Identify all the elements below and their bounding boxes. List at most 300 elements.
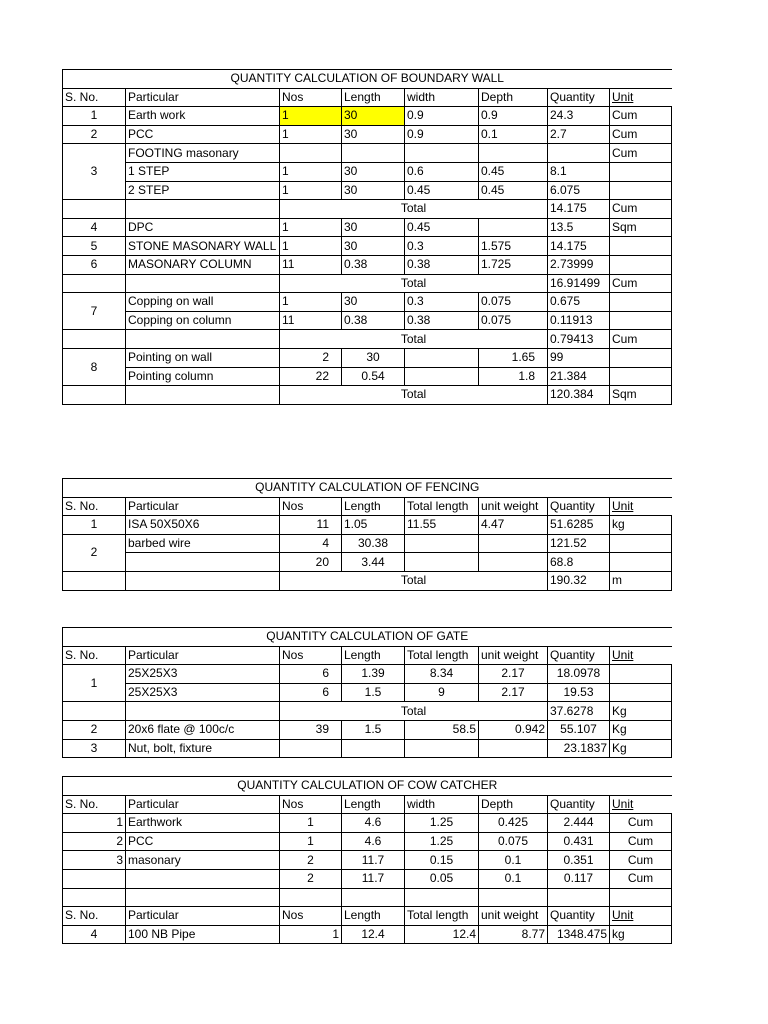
- cell-width: 1.25: [405, 832, 479, 851]
- table-row: [63, 516, 672, 535]
- table-row: [63, 367, 672, 386]
- cell-nos: 11: [280, 255, 342, 274]
- table-row: [63, 181, 672, 200]
- cell-particular: Pointing column: [126, 367, 280, 386]
- cell-width: 1.25: [405, 814, 479, 833]
- cell-length: 4.6: [342, 814, 405, 833]
- cell-unit: [610, 237, 672, 256]
- table-row: [63, 144, 672, 163]
- cell-depth: 0.1: [479, 851, 548, 870]
- cell-length: [342, 144, 405, 163]
- cell-depth: 0.45: [479, 181, 548, 200]
- cell-quantity: 2.444: [548, 814, 610, 833]
- cell-quantity: 23.1837: [548, 739, 610, 758]
- cell-unit: [610, 181, 672, 200]
- table-row: [63, 553, 672, 572]
- cell-width: 0.05: [405, 869, 479, 888]
- cell-quantity: 14.175: [548, 200, 610, 219]
- cell-width: 0.38: [405, 255, 479, 274]
- cell-nos: 1: [280, 814, 342, 833]
- cell-quantity: 55.107: [548, 720, 610, 739]
- cell-particular: 2 STEP: [126, 181, 280, 200]
- cell-width: 0.6: [405, 162, 479, 181]
- cell-depth: 1.65: [479, 348, 548, 367]
- total-label: Total: [280, 330, 548, 349]
- cell-particular: Earth work: [126, 107, 280, 126]
- table-row: [63, 832, 672, 851]
- table-row: [63, 348, 672, 367]
- header-nos: Nos: [280, 497, 342, 516]
- cell-sno: 2: [63, 832, 126, 851]
- cell-depth: 0.075: [479, 832, 548, 851]
- cell-width: 0.3: [405, 293, 479, 312]
- cell-particular: 25X25X3: [126, 665, 280, 684]
- cell-particular: MASONARY COLUMN: [126, 255, 280, 274]
- cell-nos: 2: [280, 851, 342, 870]
- cell-particular: 1 STEP: [126, 162, 280, 181]
- cell-nos: 6: [280, 665, 342, 684]
- table-header-row: [63, 646, 672, 665]
- cell-particular: [126, 553, 280, 572]
- cell-quantity: 68.8: [548, 553, 610, 572]
- cell-quantity: 2.7: [548, 125, 610, 144]
- cell-quantity: 1348.475: [548, 925, 610, 944]
- total-label: Total: [280, 571, 548, 590]
- header-quantity: Quantity: [548, 907, 610, 926]
- total-label: Total: [280, 200, 548, 219]
- cell-unit: kg: [610, 516, 672, 535]
- cell-particular: 20x6 flate @ 100c/c: [126, 720, 280, 739]
- cell-unit-weight: 4.47: [479, 516, 548, 535]
- header-unit: Unit: [610, 795, 672, 814]
- cell-nos: 1: [280, 832, 342, 851]
- cell-sno: 2: [63, 125, 126, 144]
- cell-unit-weight: 0.942: [479, 720, 548, 739]
- cell-length: 30: [342, 107, 405, 126]
- cell-unit: [610, 665, 672, 684]
- gate-table: [62, 627, 672, 758]
- cell-total-length: 11.55: [405, 516, 479, 535]
- spacer-cell: [548, 888, 610, 907]
- cell-sno: 5: [63, 237, 126, 256]
- cell-quantity: 37.6278: [548, 702, 610, 721]
- cell-length: 1.5: [342, 683, 405, 702]
- total-row: [63, 330, 672, 349]
- cell-particular: 25X25X3: [126, 683, 280, 702]
- cell-sno: 7: [63, 293, 126, 330]
- cell-width: 0.15: [405, 851, 479, 870]
- cell-length: 1.05: [342, 516, 405, 535]
- total-row: [63, 274, 672, 293]
- cell-sno: [63, 869, 126, 888]
- cell-length: 30: [342, 181, 405, 200]
- header-depth: Depth: [479, 88, 548, 107]
- spacer-cell: [63, 888, 126, 907]
- cell-width: [405, 367, 479, 386]
- cell-unit: [610, 255, 672, 274]
- header-length: Length: [342, 907, 405, 926]
- cell-unit: Kg: [610, 702, 672, 721]
- cow-catcher-title: QUANTITY CALCULATION OF COW CATCHER: [63, 777, 672, 796]
- cell-unit-weight: [479, 534, 548, 553]
- cell-sno: [63, 274, 126, 293]
- header-sno: S. No.: [63, 497, 126, 516]
- cell-quantity: [548, 144, 610, 163]
- cell-sno: 2: [63, 534, 126, 571]
- cell-quantity: 121.52: [548, 534, 610, 553]
- cell-unit: Cum: [610, 107, 672, 126]
- spacer-cell: [479, 888, 548, 907]
- header-unit-weight: unit weight: [479, 907, 548, 926]
- header-particular: Particular: [126, 646, 280, 665]
- header-length: Length: [342, 795, 405, 814]
- table-row: [63, 683, 672, 702]
- cell-quantity: 21.384: [548, 367, 610, 386]
- cell-particular: Pointing on wall: [126, 348, 280, 367]
- cell-length: 30.38: [342, 534, 405, 553]
- cell-unit: [610, 311, 672, 330]
- cell-total-length: [405, 553, 479, 572]
- header-particular: Particular: [126, 907, 280, 926]
- total-label: Total: [280, 274, 548, 293]
- cell-particular: [126, 571, 280, 590]
- cell-quantity: 18.0978: [548, 665, 610, 684]
- cell-total-length: 58.5: [405, 720, 479, 739]
- spacer-cell: [126, 888, 280, 907]
- cell-quantity: 51.6285: [548, 516, 610, 535]
- total-row: [63, 571, 672, 590]
- spacer-cell: [280, 888, 342, 907]
- cell-unit: Cum: [610, 144, 672, 163]
- cell-particular: [126, 330, 280, 349]
- cell-quantity: 13.5: [548, 218, 610, 237]
- table-row: [63, 162, 672, 181]
- cell-quantity: 190.32: [548, 571, 610, 590]
- cell-unit: Cum: [610, 851, 672, 870]
- cow-catcher-table: [62, 776, 672, 944]
- cell-unit: [610, 348, 672, 367]
- cell-depth: 0.425: [479, 814, 548, 833]
- header-quantity: Quantity: [548, 795, 610, 814]
- header-total-length: Total length: [405, 646, 479, 665]
- cell-particular: Nut, bolt, fixture: [126, 739, 280, 758]
- header-nos: Nos: [280, 646, 342, 665]
- header-length: Length: [342, 497, 405, 516]
- table-row: [63, 293, 672, 312]
- cell-sno: 6: [63, 255, 126, 274]
- cell-nos: 20: [280, 553, 342, 572]
- cell-quantity: 0.431: [548, 832, 610, 851]
- cell-depth: 0.45: [479, 162, 548, 181]
- cell-length: 30: [342, 162, 405, 181]
- cell-width: 0.38: [405, 311, 479, 330]
- boundary-wall-title: QUANTITY CALCULATION OF BOUNDARY WALL: [63, 70, 672, 89]
- cell-unit: Cum: [610, 125, 672, 144]
- header-particular: Particular: [126, 795, 280, 814]
- cell-quantity: 14.175: [548, 237, 610, 256]
- header-total-length: Total length: [405, 497, 479, 516]
- cell-nos: 39: [280, 720, 342, 739]
- header-quantity: Quantity: [548, 88, 610, 107]
- table-row: [63, 125, 672, 144]
- header-width: width: [405, 795, 479, 814]
- cell-particular: Copping on wall: [126, 293, 280, 312]
- spacer-row: [63, 888, 672, 907]
- cell-sno: 3: [63, 851, 126, 870]
- spacer-cell: [342, 888, 405, 907]
- cell-sno: 1: [63, 516, 126, 535]
- header-particular: Particular: [126, 497, 280, 516]
- cell-nos: [280, 739, 342, 758]
- cell-quantity: 2.73999: [548, 255, 610, 274]
- total-row: [63, 386, 672, 405]
- total-label: Total: [280, 386, 548, 405]
- table-row: [63, 720, 672, 739]
- cell-particular: 100 NB Pipe: [126, 925, 280, 944]
- cell-length: 30: [342, 218, 405, 237]
- cell-unit: Cum: [610, 200, 672, 219]
- cell-unit: kg: [610, 925, 672, 944]
- cell-width: 0.45: [405, 218, 479, 237]
- fencing-table: [62, 478, 672, 591]
- cell-unit-weight: 2.17: [479, 683, 548, 702]
- spacer-cell: [405, 888, 479, 907]
- cell-particular: barbed wire: [126, 534, 280, 553]
- cell-length: 11.7: [342, 851, 405, 870]
- cell-quantity: 0.117: [548, 869, 610, 888]
- cell-width: [405, 348, 479, 367]
- cell-unit: [610, 293, 672, 312]
- cell-unit: [610, 162, 672, 181]
- cell-sno: 4: [63, 925, 126, 944]
- cell-quantity: 0.79413: [548, 330, 610, 349]
- cell-total-length: [405, 739, 479, 758]
- cell-nos: 2: [280, 869, 342, 888]
- cell-unit: Cum: [610, 869, 672, 888]
- header-unit-weight: unit weight: [479, 497, 548, 516]
- header-depth: Depth: [479, 795, 548, 814]
- header-length: Length: [342, 646, 405, 665]
- cell-nos: 22: [280, 367, 342, 386]
- table-header-row: [63, 88, 672, 107]
- cell-length: 0.38: [342, 311, 405, 330]
- table-row: [63, 665, 672, 684]
- cell-nos: 1: [280, 218, 342, 237]
- cell-sno: 4: [63, 218, 126, 237]
- total-row: [63, 200, 672, 219]
- header-length: Length: [342, 88, 405, 107]
- cell-particular: [126, 200, 280, 219]
- cell-sno: [63, 200, 126, 219]
- cell-sno: [63, 386, 126, 405]
- cell-quantity: 0.11913: [548, 311, 610, 330]
- cell-nos: 4: [280, 534, 342, 553]
- header-width: width: [405, 88, 479, 107]
- cell-total-length: 9: [405, 683, 479, 702]
- header-particular: Particular: [126, 88, 280, 107]
- cell-quantity: 120.384: [548, 386, 610, 405]
- table-row: [63, 925, 672, 944]
- header-quantity: Quantity: [548, 497, 610, 516]
- cell-length: 11.7: [342, 869, 405, 888]
- cell-unit-weight: [479, 739, 548, 758]
- cell-unit: Sqm: [610, 218, 672, 237]
- cell-unit: Kg: [610, 739, 672, 758]
- cell-particular: PCC: [126, 832, 280, 851]
- table-row: [63, 107, 672, 126]
- cell-sno: 1: [63, 107, 126, 126]
- cell-sno: 3: [63, 739, 126, 758]
- cell-sno: 8: [63, 348, 126, 385]
- header-unit-weight: unit weight: [479, 646, 548, 665]
- cell-quantity: 6.075: [548, 181, 610, 200]
- header-nos: Nos: [280, 88, 342, 107]
- table-row: [63, 814, 672, 833]
- total-label: Total: [280, 702, 548, 721]
- fencing-title: QUANTITY CALCULATION OF FENCING: [63, 479, 672, 498]
- cell-length: 30: [342, 125, 405, 144]
- cell-depth: [479, 218, 548, 237]
- cell-length: 12.4: [342, 925, 405, 944]
- table-row: [63, 311, 672, 330]
- cell-depth: 0.1: [479, 869, 548, 888]
- header-nos: Nos: [280, 907, 342, 926]
- header-unit: Unit: [610, 88, 672, 107]
- table-row: [63, 534, 672, 553]
- cell-width: 0.3: [405, 237, 479, 256]
- cell-nos: 1: [280, 181, 342, 200]
- cell-nos: 1: [280, 293, 342, 312]
- table-row: [63, 218, 672, 237]
- cell-quantity: 0.351: [548, 851, 610, 870]
- cell-width: 0.9: [405, 107, 479, 126]
- cell-particular: [126, 386, 280, 405]
- cell-particular: Copping on column: [126, 311, 280, 330]
- cell-length: 30: [342, 348, 405, 367]
- cell-unit: Sqm: [610, 386, 672, 405]
- cell-depth: 1.575: [479, 237, 548, 256]
- cell-depth: 0.1: [479, 125, 548, 144]
- cell-nos: 11: [280, 311, 342, 330]
- cell-particular: [126, 274, 280, 293]
- cell-particular: Earthwork: [126, 814, 280, 833]
- total-row: [63, 702, 672, 721]
- cell-nos: 6: [280, 683, 342, 702]
- cell-particular: STONE MASONARY WALL: [126, 237, 280, 256]
- cell-particular: DPC: [126, 218, 280, 237]
- cell-length: 0.54: [342, 367, 405, 386]
- cell-depth: 0.075: [479, 311, 548, 330]
- header-sno: S. No.: [63, 907, 126, 926]
- cell-depth: 1.725: [479, 255, 548, 274]
- table-header-row: [63, 907, 672, 926]
- cell-sno: [63, 330, 126, 349]
- header-unit: Unit: [610, 646, 672, 665]
- table-row: [63, 851, 672, 870]
- cell-sno: 3: [63, 144, 126, 200]
- cell-unit: [610, 553, 672, 572]
- cell-quantity: 24.3: [548, 107, 610, 126]
- cell-length: 4.6: [342, 832, 405, 851]
- cell-depth: 0.9: [479, 107, 548, 126]
- cell-length: 1.39: [342, 665, 405, 684]
- cell-unit: Cum: [610, 832, 672, 851]
- header-unit: Unit: [610, 907, 672, 926]
- cell-unit: Cum: [610, 330, 672, 349]
- table-row: [63, 237, 672, 256]
- cell-length: 30: [342, 237, 405, 256]
- cell-unit: Kg: [610, 720, 672, 739]
- cell-particular: masonary: [126, 851, 280, 870]
- header-unit: Unit: [610, 497, 672, 516]
- cell-quantity: 99: [548, 348, 610, 367]
- cell-quantity: 16.91499: [548, 274, 610, 293]
- header-sno: S. No.: [63, 795, 126, 814]
- cell-unit-weight: 8.77: [479, 925, 548, 944]
- header-sno: S. No.: [63, 88, 126, 107]
- cell-nos: 11: [280, 516, 342, 535]
- cell-total-length: 8.34: [405, 665, 479, 684]
- header-sno: S. No.: [63, 646, 126, 665]
- cell-width: [405, 144, 479, 163]
- cell-particular: PCC: [126, 125, 280, 144]
- table-row: [63, 255, 672, 274]
- cell-total-length: 12.4: [405, 925, 479, 944]
- spacer-cell: [610, 888, 672, 907]
- header-quantity: Quantity: [548, 646, 610, 665]
- boundary-wall-table: [62, 69, 672, 405]
- cell-unit: m: [610, 571, 672, 590]
- cell-nos: 1: [280, 107, 342, 126]
- table-header-row: [63, 497, 672, 516]
- cell-unit: Cum: [610, 814, 672, 833]
- gate-title: QUANTITY CALCULATION OF GATE: [63, 628, 672, 647]
- table-header-row: [63, 795, 672, 814]
- cell-quantity: 8.1: [548, 162, 610, 181]
- cell-length: [342, 739, 405, 758]
- cell-nos: [280, 144, 342, 163]
- cell-total-length: [405, 534, 479, 553]
- table-row: [63, 739, 672, 758]
- cell-depth: 1.8: [479, 367, 548, 386]
- cell-sno: [63, 571, 126, 590]
- cell-length: 3.44: [342, 553, 405, 572]
- cell-length: 30: [342, 293, 405, 312]
- header-nos: Nos: [280, 795, 342, 814]
- cell-sno: 1: [63, 814, 126, 833]
- cell-unit-weight: 2.17: [479, 665, 548, 684]
- cell-sno: 2: [63, 720, 126, 739]
- cell-sno: 1: [63, 665, 126, 702]
- table-row: [63, 869, 672, 888]
- cell-width: 0.9: [405, 125, 479, 144]
- cell-unit: [610, 367, 672, 386]
- cell-particular: ISA 50X50X6: [126, 516, 280, 535]
- cell-nos: 1: [280, 125, 342, 144]
- cell-length: 0.38: [342, 255, 405, 274]
- cell-particular: FOOTING masonary: [126, 144, 280, 163]
- cell-unit: Cum: [610, 274, 672, 293]
- cell-depth: [479, 144, 548, 163]
- cell-width: 0.45: [405, 181, 479, 200]
- cell-quantity: 0.675: [548, 293, 610, 312]
- cell-unit-weight: [479, 553, 548, 572]
- cell-sno: [63, 702, 126, 721]
- cell-quantity: 19.53: [548, 683, 610, 702]
- cell-depth: 0.075: [479, 293, 548, 312]
- header-total-length: Total length: [405, 907, 479, 926]
- cell-nos: 1: [280, 237, 342, 256]
